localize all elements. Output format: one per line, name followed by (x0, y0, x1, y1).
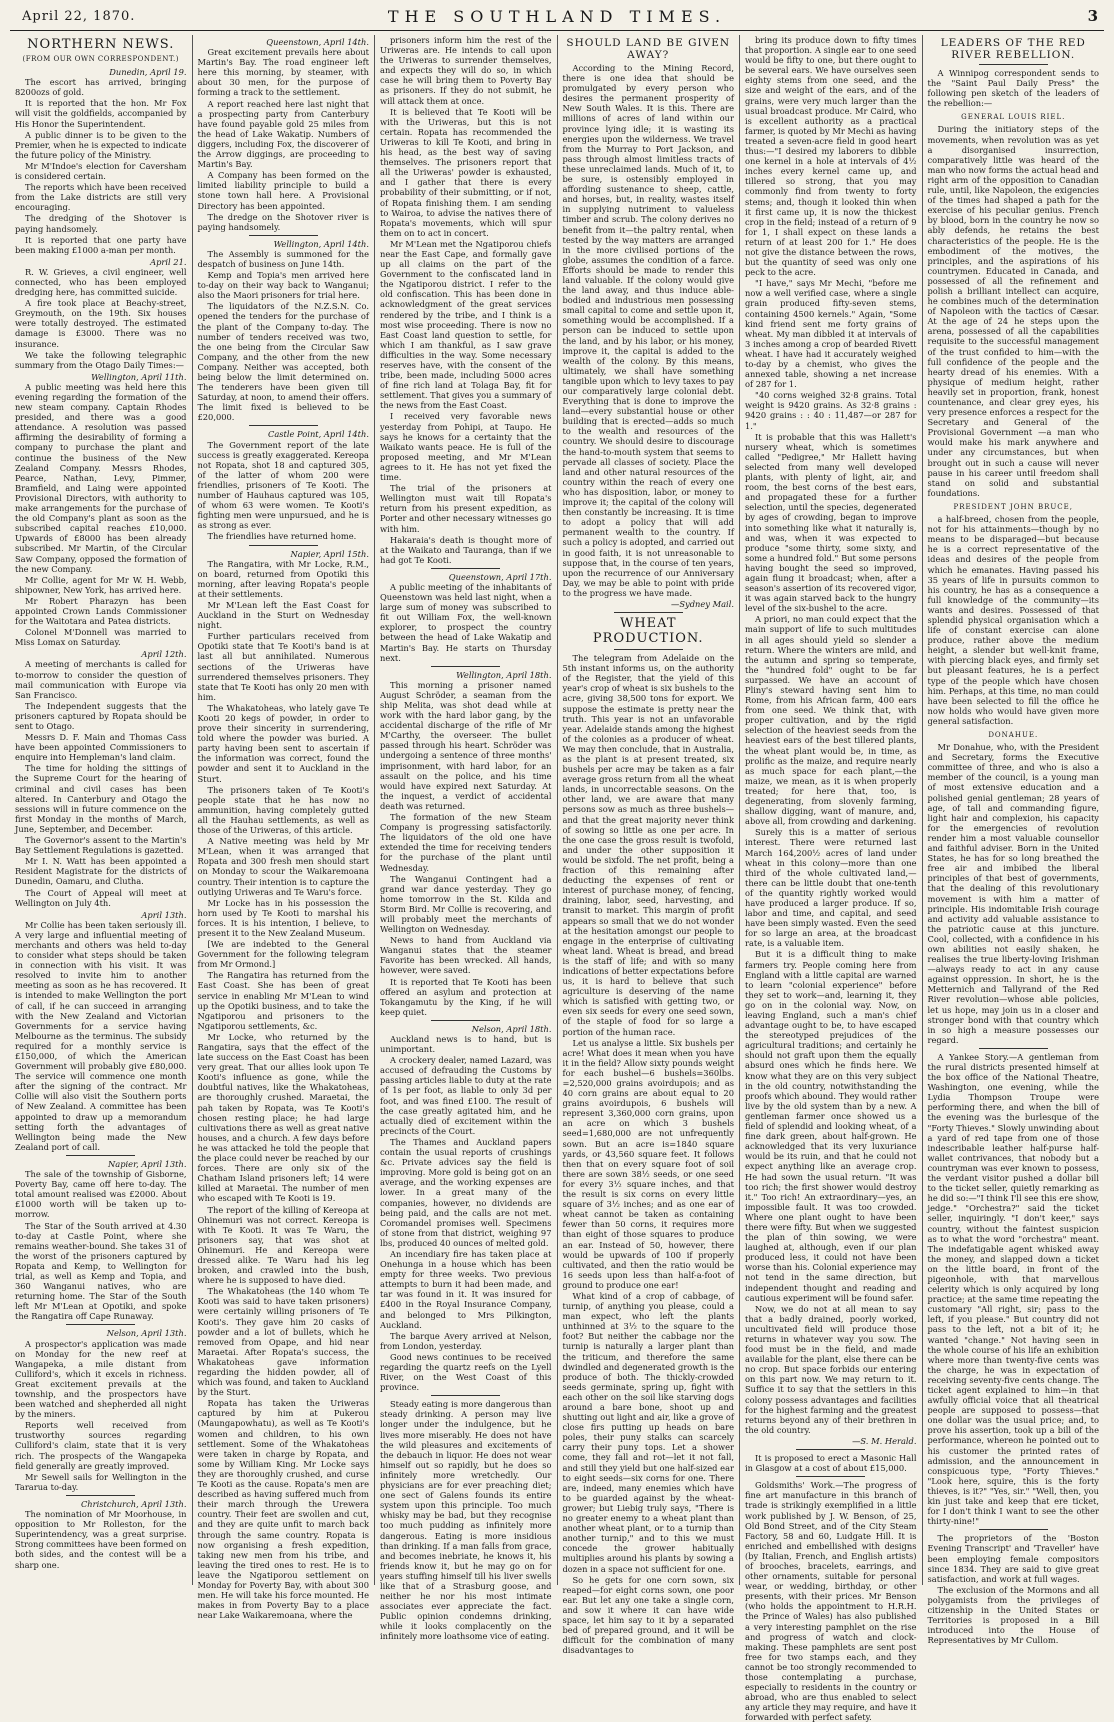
paragraph: Let us analyse a little. Six bushels per acre! What does it mean when you have it in the field? Allow sixty pounds weight for each bushel—6 bushels=360lbs. =2,520,000 grains avoirdupois; and as 40 corn grains are about equal to 20 grains avoirdupois, 6 bushels will represent 3,360,000 corn grains, upon an acre on which 3 bushels seed=1,680,000 are not unfrequently sown. But an acre is=1840 square yards, or 43,560 square feet. It follows then that on every square foot of soil there are sown 38½ seeds, or one seed for every 3½ square inches, and that the result is six corns on every little square of 3½ inches; and as one ear of wheat cannot be taken as containing fewer than 50 corns, it requires more than eight of those squares to produce an ear. Instead of 50, however, there would be upwards of 100 if properly cultivated, and then the ratio would be 16 seeds upon less than half-a-foot of ground to produce one ear! (562, 1037, 734, 1290)
paragraph: A Yankee Story.—A gentleman from the rural districts presented himself at the box office of the National Theatre, Washington, one evening, while the Lydia Thompson Troupe were performing there, and when the bill of the evening was the burlesque of the "Forty Thieves." Slowly unwinding about a yard of red tape from one of those indescribable leather half-purse half-wallet contrivances, that nobody but a countryman was ever known to possess, the verdant visitor pushed a dollar bill to the ticket seller, quietly remarking as he did so:—"I think I'll see this ere show, jedge." "Orchestra?" said the ticket seller, inquiringly. "I don't keer," says country, without the faintest suspicion as to what the word "orchestra" meant. The indefatigable agent whisked away the money, and slapped down a ticket on the little board, in front of the pigeonhole, with that marvellous celerity which is only acquired by long practice; at the same time repeating the customary "All right, sir; pass to the left, if you please." But country did not pass to the left, not a bit of it; he wanted "change." Not having seen in the whole course of his life an exhibition where more than twenty-five cents was the charge, he was in expectation of receiving seventy-five cents change. The ticket agent explained to him—in that awfully official voice that all theatrical people are supposed to possess—that one dollar was the usual price; and, to prove his assertion, took up a bill of the performance, whereon he pointed out to his customer the printed rates of admission, and the announcement in conspicuous type, "Forty Thieves." "Look here, squire, this is the forty thieves, is it?" "Yes, sir." "Well, then, you kin just take and keep that ere ticket, for I don't think I want to see the other thirty-nine!" (927, 1051, 1100, 1527)
dateline: Queenstown, April 17th. (448, 571, 552, 582)
paragraph: Mr Collie has been taken seriously ill. A very large and influential meeting of merchants and others was held to-day to consider what steps should be taken in connection with his visit. It was resolved to invite him to another meeting as soon as he has recovered. It is intended to make Wellington the port of call, if he can succeed in arranging with the New Zealand and Victorian Governments for a service having Melbourne as the terminus. The subsidy required for a monthly service is £150,000, of which the American Government will probably give £80,000. The service will commence one month after the signing of the contract. Mr Collie will also visit the Southern ports of New Zealand. A committee has been appointed to draw up a memorandum setting forth the advantages of Wellington being made the New Zealand port of call. (15, 919, 187, 1152)
dateline: Christchurch, April 13th. (80, 1498, 187, 1509)
paragraph: The Assembly is summoned for the despatch of business on June 14th. (197, 248, 369, 269)
paragraph: Mr M'Lean left the East Coast for Auckland in the Sturt on Wednesday night. (197, 599, 369, 631)
paragraph: News to hand from Auckland via Wanganui states that the steamer Favorite has been wrecked. All hands, however, were saved. (380, 935, 552, 976)
paragraph: Great excitement prevails here about Martin's Bay. The road engineer left here this morning, by steamer, with about 30 men, for the purpose of forming a track to the settlement. (197, 47, 369, 98)
divider (796, 1476, 865, 1477)
paragraph: Mr M'Indoe's election for Caversham is considered certain. (15, 160, 187, 182)
paragraph: The Star of the South arrived at 4.30 to-day at Castle Point, where she remains weather-bound. She takes 31 of the worst of the prisoners captured by Ropata and Kemp, to Wellington for trial, as well as Kemp and Topia, and 360 Wanganui natives, who are returning home. The Star of the South left Mr M'Lean at Opotiki, and spoke the Rangatira off Cape Runaway. (15, 1220, 187, 1322)
paragraph: The barque Avery arrived at Nelson, from London, yesterday. (380, 1330, 552, 1351)
paragraph: The escort has arrived, bringing 8200ozs of gold. (15, 77, 187, 98)
paragraph: A public meeting of the inhabitants of Queenstown was held last night, when a large sum of money was subscribed to fit out William Fox, the well-known explorer, to prospect the country between the head of Lake Wakatip and Martin's Bay. He starts on Thursday next. (380, 581, 552, 663)
divider (66, 1495, 135, 1496)
paragraph: Goldsmiths' Work.—The progress of fine art manufacture in this branch of trade is strikingly exemplified in a little work published by J. W. Benson, of 25, Old Bond Street, and of the City Steam Factory, 58 and 60, Ludgate Hill. It is enriched and embellished with designs (by Italian, French, and English artists) of brooches, bracelets, earrings, and other ornaments, suitable for personal wear, or wedding, birthday, or other presents, with their prices. Mr Benson (who holds the appointment to H.R.H. the Prince of Wales) has also published a very interesting pamphlet on the rise and progress of watch and clock-making. These pamphlets are sent post free for two stamps each, and they cannot be too strongly recommended to those contemplating a purchase, especially to residents in the country or abroad, who are thus enabled to select any article they may require, and have it forwarded with perfect safety. (745, 1480, 917, 1722)
column-3 (375, 35, 558, 1642)
paragraph: A public meeting was held here this evening regarding the formation of the new steam company. Captain Rhodes presided, and there was a good attendance. A resolution was passed affirming the desirability of forming a company to purchase the plant and continue the business of the New Zealand Company. Messrs Rhodes, Pearce, Nathan, Levy, Pimmer, Bramfield, and Laing were appointed Provisional Directors, with authority to make arrangements for the purchase of the old Company's plant as soon as the subscribed capital reaches £10,000. Upwards of £8000 has been already subscribed. Mr Martin, of the Circular Saw Company, opposed the formation of the new Company. (15, 381, 187, 574)
dateline: Wellington, April 14th. (273, 238, 369, 249)
paragraph: Messrs D. F. Main and Thomas Cass have been appointed Commissioners to enquire into Hempleman's land claim. (15, 732, 187, 763)
paragraph: prisoners inform him the rest of the Uriweras are. He intends to call upon the Uriweras to surrender themselves, and expects they will do so, in which case he will bring them to Poverty Bay as prisoners. If they do not submit, he will attack them at once. (380, 35, 552, 106)
divider (249, 425, 318, 426)
newspaper-title: THE SOUTHLAND TIMES. (387, 7, 727, 26)
paragraph: Mr Collie, agent for Mr W. H. Webb, shipowner, New York, has arrived here. (15, 574, 187, 595)
paragraph: But it is a difficult thing to make farmers try. People coming here from England with a little capital are warned to learn "colonial experience" before they set to work—and, learning it, they go on in the colonial way. Now, on leaving England, such a man's chief advantage ought to be, to have escaped the stereotyped prejudices of the agricultural traditions; and certainly he should not graft upon them the equally absurd ones which he finds here. We know what they are on this very subject in the old country, notwithstanding the proofs which abound. They would rather live by the old system than by a new. A gentleman farmer once showed us a field of splendid and looking wheat, of a fine dark green, about half-grown. He acknowledged that its very luxuriance would be its ruin, and that he could not expect anything like an average crop. He had sown the usual return. "It was too rich; the first shower would destroy it." Too rich! An extraordinary—yes, an impossible fault. It was too crowded. Where one plant ought to have been there were fifty. But when we suggested the plan of thin sowing, we were laughed at, although, even if our plan produced less, it could not have been worse than his. Colonial experience may not tend in the same direction, but independent thought and reading and cautious experiment will be found safer. (745, 949, 917, 1303)
dateline: April 13th. (141, 909, 187, 920)
paragraph: The dredge on the Shotover river is paying handsomely. (197, 211, 369, 232)
dateline: Wellington, April 18th. (456, 669, 552, 680)
dateline: Nelson, April 13th. (106, 1328, 187, 1339)
paragraph: "I have," says Mr Mechi, "before me now a well verified case, where a single grain produced fifty-seven stems, containing 4500 kernels." Again, "Some kind friend sent me forty grains of wheat. My man dibbled it at intervals of 3 inches among a crop of bearded Rivett wheat. I have had it accurately weighed to-day by a chemist, who gives the annexed table, showing a net increase of 287 for 1. (745, 278, 917, 390)
paragraph: Kemp and Topia's men arrived here to-day on their way back to Wanganui; also the Maori prisoners for trial here. (197, 270, 369, 301)
divider (979, 64, 1048, 65)
divider (431, 1020, 500, 1021)
paragraph: The trial of the prisoners at Wellington must wait till Ropata's return from his present expedition, as Porter and other necessary witnesses go with him. (380, 483, 552, 534)
section-heading: DONAHUE. (988, 731, 1039, 739)
dateline: Nelson, April 18th. (471, 1023, 552, 1034)
paragraph: It is proposed to erect a Masonic Hall in Glasgow at a cost of about £15,000. (745, 1453, 917, 1474)
dateline: April 12th. (141, 649, 187, 660)
subhead: (FROM OUR OWN CORRESPONDENT.) (22, 55, 179, 63)
paragraph: The sale of the township of Gisborne, Poverty Bay, came off here to-day. The total amount realised was £2000. About £1000 worth will be taken up to-morrow. (15, 1169, 187, 1220)
paragraph: The report of the killing of Kereopa at Ohinemuri was not correct. Kereopa is with Te Kooti. It was Te Waru, the prisoners say, that was shot at Ohinemuri. He and Kereopa were dressed alike. Te Waru had his leg broken, and crawled into the bush, where he is supposed to have died. (197, 1204, 369, 1286)
columns (10, 35, 1104, 1722)
paragraph: Mr Robert Pharazyn has been appointed Crown Lands Commissioner for the Waitotara and Patea districts. (15, 595, 187, 627)
paragraph: Mr Locke, who returned by the Rangatira, says that the effect of the late success on the East Coast has been very great. That our allies look upon Te Kooti's influence as gone, while the doubtful natives, like the Whakatoheas, are thoroughly crushed. Maraetai, the pah taken by Ropata, was Te Kooti's chosen resting place; he had large cultivations there as well as great native houses, and a church. A few days before he was attacked he told the people that the place could never be reached by our forces. There are only six of the Chatham Island prisoners left; 14 were killed at Maraetai. The number of men who escaped with Te Kooti is 19. (197, 1031, 369, 1204)
paragraph: The Whakatoheas (the 140 whom Te Kooti was said to have taken prisoners) were certainly willing prisoners of Te Kooti's. They gave him 20 casks of powder and a lot of bullets, which he removed from Opape, and hid near Maraetai. After Ropata's success, the Whakatoheas gave information regarding the hidden powder, all of which was found, and taken to Auckland by the Sturt. (197, 1286, 369, 1398)
paragraph: An incendiary fire has taken place at Onehunga in a house which has been empty for three weeks. Two previous attempts to burn it had been made, and tar was found in it. It was insured for £400 in the Royal Insurance Company, and belonged to Mrs Pilkington, Auckland. (380, 1248, 552, 1330)
paragraph: During the initiatory steps of the movements, when revolution was as yet a disorganised insurrection, comparatively little was heard of the man who now forms the actual head and right arm of the opposition to Canadian rule, until, like Napoleon, the exigencies of the times had shaped a path for the exercise of his peculiar genius. French by blood, born in the country he now so ably defends, he retains the best characteristics of the people. He is the embodiment of the motives, the principles, and the aspirations of his countrymen. Educated in Canada, and possessed of all the refinement and polish a brilliant intellect can acquire, he combines much of the determination of Napoleon with the tactics of Cæsar. At the age of 24 he steps upon the arena, possessed of all the capabilities requisite to the successful management of the trust confided to him—with the full confidence of the people and the hearty dread of his enemies. With a physique of medium height, rather heavily set in proportion, frank, honest countenance, and clear grey eyes, his very presence enforces a respect for the Secretary and General of the Provisional Government —a man who would make his mark anywhere and under any circumstances, but when brought out in such a cause will never pause in his career until freedom shall stand on solid and substantial foundations. (927, 124, 1099, 498)
paragraph: This morning a prisoner named August Schröder, a seaman from the ship Melita, was shot dead while at work with the hard labor gang, by the accidental discharge of the rifle of Mr M'Carthy, the overseer. The bullet passed through his heart. Schröder was undergoing a sentence of three months' imprisonment, with hard labor, for an assault on the police, and his time would have expired next Saturday. At the inquest, a verdict of accidental death was returned. (380, 679, 552, 811)
paragraph: Mr M'Lean met the Ngatiporou chiefs near the East Cape, and formally gave up all claims on the part of the Government to the confiscated land in the Ngatiporou district. I refer to the old confiscation. This has been done in acknowledgment of the great services rendered by the tribe, and I think is a most wise proceeding. There is now no East Coast land question to settle, for which I am thankful, as I saw grave difficulties in the way. Some necessary reserves have, with the consent of the tribe, been made, including 5000 acres of fine rich land at Tolaga Bay, fit for settlement. That gives you a summary of the news from the East Coast. (380, 238, 552, 411)
source-credit: —Sydney Mail. (671, 598, 734, 609)
paragraph: bring its produce down to fifty times that proportion. A single ear to one seed would be fifty to one, but there ought to be several ears. We have ourselves seen eighty stems from one seed, and the size and weight of the ears, and of the grains, were very much larger than the usual broadcast produce. Mr Caird, who is excellent authority as a practical farmer, is quoted by Mr Mechi as having treated a seven-acre field in good heart thus:—"I desired my laborers to dibble one kernel in a hole at intervals of 4½ inches every kernel came up, and tillered so strong, that you may commonly find from twenty to forty stems; and, though it looked thin when it first came up, it is now the thickest crop in the field; instead of a return of 9 for 1, I shall expect on these lands a return of at least 200 for 1." He does not give the distance between the rows, but the quantity of seed was only one peck to the acre. (745, 35, 917, 278)
paragraph: Good news continues to be received regarding the quartz reefs on the Lyell River, on the West Coast of this province. (380, 1351, 552, 1393)
paragraph: Mr Sewell sails for Wellington in the Tararua to-day. (15, 1471, 187, 1492)
paragraph: Steady eating is more dangerous than steady drinking. A person may live longer under the indulgence, but he lives more miserably. He does not have the wild pleasures and excitements of the debauch in liquor. He does not wear himself out so rapidly, but he does so infinitely more wretchedly. Our physicians are for ever preaching diet; one sect of Galens founds its entire system upon this principle. Too much whisky may be bad, but they recognise too much pudding as infinitely more dangerous. Eating is more insidious than drinking. If a man falls from grace, and becomes inebriate, he knows it, his friends know it, but he may go on for years stuffing himself till his liver swells like that of a Strasburg goose, and neither he nor his most intimate associates ever appreciate the fact. Public opinion condemns drinking, while it looks complacently on the infinitely more loathsome vice of eating. (380, 1399, 552, 1642)
divider (66, 1155, 135, 1156)
divider (66, 1324, 135, 1325)
paragraph: A crockery dealer, named Lazard, was accused of defrauding the Customs by passing articles liable to duty at the rate of 1s per foot, as liable to only 3d per foot, and was fined £100. The result of the case greatly agitated him, and he actually died of excitement within the precincts of the Court. (380, 1055, 552, 1136)
divider (796, 1449, 865, 1450)
paragraph: What kind of a crop of cabbage, of turnip, of anything you please, could a man expect, who left the plants unthinned at 3½ to the square to the foot? But neither the cabbage nor the turnip is naturally a larger plant than the triticum, and therefore the same dwindled and degenerated growth is the produce of both. The thickly-crowded seeds germinate, spring up, fight with each other on the soil like starving dogs around a bare bone, shoot up and shutting out light and air, like a grove of close firs putting up heads on bare poles, their puny stalks can scarcely carry their puny tops. Let a shower come, they fall and rot—let it not fall, and still they yield but one half-sized ear to eight seeds—six corns for one. There are, indeed, many enemies which have to be guarded against by the wheat-grower; but Liebig truly says, "There is no greater enemy to a wheat plant than another wheat plant, or to a turnip than another turnip," and to this we must concede the grower habitually multiplies around his plants by sowing a dozen in a space not sufficient for one. (562, 1290, 734, 1574)
dateline: Dunedin, April 19. (109, 67, 187, 78)
column-1 (10, 35, 193, 1585)
masthead (10, 4, 1104, 31)
paragraph: Colonel M'Donnell was married to Miss Lomax on Saturday. (15, 627, 187, 648)
paragraph: The reports which have been received from the Lake districts are still very encouraging. (15, 182, 187, 213)
paragraph: The exclusion of the Mormons and all polygamists from the privileges of citizenship in the United States or Territories is proposed in a Bill introduced into the House of Representatives by Mr Cullom. (927, 1584, 1099, 1646)
issue-date: April 22, 1870. (22, 9, 136, 24)
paragraph: The liquidators of the N.Z.S.N. Co. opened the tenders for the purchase of the plant of the Company to-day. The number of tenders received was two, the one being from the Circular Saw Company, and the other from the new Company. Neither was accepted, both being below the limit determined on. The tenderers have been given till Saturday, at noon, to amend their offers. The limit fixed is believed to be £20,000. (197, 301, 369, 423)
paragraph: Reports well received from trustworthy sources regarding Culliford's claim, state that it is very rich. The prospects of the Wangapeka field generally are greatly improved. (15, 1420, 187, 1471)
paragraph: It is reported that one party have been making £1000 a-man per month. (15, 234, 187, 255)
divider (249, 545, 318, 546)
paragraph: The Independent suggests that the prisoners captured by Ropata should be sent to Otago. (15, 700, 187, 731)
paragraph: According to the Mining Record, there is one idea that should be promulgated by every person who desires the permanent prosperity of New South Wales. It is this. There are millions of acres of land within our province lying idle; it is wasting its energies upon the wilderness. We travel from the Murray to Port Jackson, and pass through almost limitless tracts of these unreclaimed lands. Much of it, to be sure, is ostensibly employed in affording sustenance to sheep, cattle, and horses, but, in reality, wastes itself in supplying nutriment to valueless timber and scrub. The colony derives no benefit from it—the paltry rental, when tested by the way matters are arranged in the more civilised portions of the globe, assumes the condition of a farce. Efforts should be made to render this land valuable. If the colony would give the land away, and thus induce able-bodied and industrious men possessing small capital to come and settle upon it, something would be accomplished. If a person can be induced to settle upon the land, and by his labor, or his money, improve it, the capital is added to the wealth of the colony. By this means, ultimately, we shall have something tangible upon which to levy taxes to pay our comparatively large colonial debt. Everything that is done to improve the land—every substantial house or other building that is erected—adds so much to the wealth and resources of the country. We should desire to discourage the hand-to-mouth system that seems to pervade all classes of society. Place the land and other natural resources of the country within the reach of every one who has disposition, labor, or money to improve it; the capital of the colony will then constantly be increasing. It is time to adopt a policy that will add permanent wealth to the country. If such a policy is adopted, and carried out in good faith, it is not unreasonable to suppose that, in the course of ten years, upon the recurrence of our Anniversary Day, we may be able to point with pride to the progress we have made. (562, 63, 734, 598)
divider (614, 649, 683, 650)
paragraph: Auckland news is to hand, but is unimportant. (380, 1034, 552, 1055)
paragraph: It is reported that the hon. Mr Fox will visit the goldfields, accompanied by His Honor the Superintendent. (15, 98, 187, 129)
paragraph: I received very favorable news yesterday from Pohipi, at Taupo. He says he knows for a certainty that the Waikato wants peace. He is full of the proposed meeting, and Mr M'Lean agrees to it. He has not yet fixed the time. (380, 411, 552, 483)
paragraph: The formation of the new Steam Company is progressing satisfactorily. The liquidators of the old one have extended the time for receiving tenders for the purchase of the plant until Wednesday. (380, 812, 552, 873)
paragraph: It is reported that Te Kooti has been offered an asylum and protection at Tokangamutu by the King, if he will keep quiet. (380, 976, 552, 1017)
paragraph: "40 corns weighed 32·8 grains. Total weight is 9420 grains. As 32·8 grains : 9420 grains : : 40 : 11,487—or 287 for 1." (745, 390, 917, 431)
paragraph: The Wanganui Contingent had a grand war dance yesterday. They go home tomorrow in the St. Kilda and Storm Bird. Mr Collie is recovering, and will probably meet the merchants of Wellington on Wednesday. (380, 873, 552, 935)
paragraph: Mr Donahue, who, with the President and Secretary, forms the Executive committee of three, and who is also a member of the council, is a young man of most extensive education and a polished genial gentleman; 28 years of age, of tall and commanding figure, light hair and complexion, his capacity for the emergencies of revolution render him a most valuable counsellor and faithful adviser. Born in the United States, he has for so long breathed the free air and imbibed the liberal principles of that best of governments, that the dealing of this revolutionary movement is with him a matter of principle. His indomitable Irish courage and activity add valuable assistance to the patriotic cause at this juncture. Cool, collected, with a confidence in his own abilities not easily shaken, he realises the true liberty-loving Irishman—always ready to act in any cause against oppression. In short, he is the Metternich and Tallyrand of the Red River revolution—whose able policies, let us hope, may join us in a closer and stronger bond with that country which in so high a measure possesses our regard. (927, 742, 1099, 1045)
divider (431, 666, 500, 667)
paragraph: A report reached here last night that a prospecting party from Canterbury have found payable gold 25 miles from the head of Lake Wakatip. Numbers of diggers, including Fox, the discoverer of the Arrow diggings, are proceeding to Martin's Bay. (197, 98, 369, 170)
paragraph: The Whakatoheas, who lately gave Te Kooti 20 kegs of powder, in order to prove their sincerity in surrendering, told where the powder was buried. A party having been sent to ascertain if the information was correct, found the powder and sent it to Auckland in the Sturt. (197, 702, 369, 784)
paragraph: It is believed that Te Kooti will be with the Uriweras, but this is not certain. Ropata has recommended the Uriweras to kill Te Kooti, and bring in his head, as the best way of saving themselves. The prisoners report that all the Uriweras' powder is exhausted, and I gather that there is every probability of their submitting, or if not, of Ropata finishing them. I am sending to Wairoa, to advise the natives there of Ropata's movements, which will spur them on to act in concert. (380, 106, 552, 238)
paragraph: The Government report of the late success is greatly exaggerated. Kereopa not Ropata, shot 18 and captured 305, of the latter of whom 200 were friendlies, prisoners of Te Kooti. The number of Hauhaus captured was 105, of whom 63 were women. Te Kooti's fighting men were unpursued, and he is as strong as ever. (197, 439, 369, 531)
paragraph: The Rangatira, with Mr Locke, R.M., on board, returned from Opotiki this morning, after leaving Ropata's people at their settlements. (197, 558, 369, 599)
headline-northern-news: NORTHERN NEWS. (27, 37, 175, 52)
paragraph: A fire took place at Beachy-street, Greymouth, on the 19th. Six houses were totally destroyed. The estimated damage is £3000. There was no insurance. (15, 298, 187, 349)
source-credit: —S. M. Herald. (852, 1435, 917, 1446)
paragraph: Mr I. N. Watt has been appointed a Resident Magistrate for the districts of Dunedin, Oamaru, and Clutha. (15, 856, 187, 887)
paragraph: It is probable that this was Hallett's nursery wheat, which is sometimes called "Pedigree," Mr Hallett having selected from many well developed plants, with plenty of light, air, and room, the best corns of the best ears, and propagated these for a further selection, until the species, degenerated by ages of crowding, began to improve into something like what it naturally is, and was, when it was expected to produce "some thirty, some sixty, and some a hundred fold." But some persons having bought the seed so improved, again flung it broadcast; when, after a season's assertion of its recovered vigor, it was again starved back to the hungry level of the six-bushel to the acre. (745, 431, 917, 614)
dateline: Napier, April 15th. (290, 548, 369, 559)
headline-should-land-be-given-away: SHOULD LAND BE GIVEN AWAY? (566, 37, 731, 61)
dateline: Napier, April 13th. (108, 1158, 187, 1169)
paragraph: The Rangatira has returned from the East Coast. She has been of great service in enabling Mr M'Lean to wind up the Opotiki business, and to take the Ngatiporou and prisoners to the Ngatiporou settlements, &c. (197, 970, 369, 1031)
paragraph: The prisoners taken of Te Kooti's people state that he has now no ammunition, having completely gutted all the Hauhau settlements, as well as those of the Uriweras, of this article. (197, 784, 369, 836)
paragraph: The proprietors of the 'Boston Evening Transcript' and 'Traveller' have been employing female compositors since 1834. They are said to give great satisfaction, and work at full wages. (927, 1533, 1099, 1584)
paragraph: A public dinner is to be given to the Premier, when he is expected to indicate the future policy of the Ministry. (15, 129, 187, 160)
dateline: April 21. (150, 256, 187, 267)
headline-red-river-rebellion: LEADERS OF THE RED RIVER REBELLION. (940, 37, 1086, 61)
paragraph: A Winnipog correspondent sends to the "Saint Paul Daily Press" the following pen sketch of the leaders of the rebellion:— (927, 68, 1099, 109)
paragraph: Surely this is a matter of serious interest. There were returned last March 164,200½ acres of land under wheat in this colony—more than one third of the whole cultivated land,—there can be little doubt that one-tenth of the quantity rightly worked would have produced a larger produce. If so, labor and time, and capital, and seed have been simply wasted. Even the seed for so large an area, at the broadcast rate, is a valuable item. (745, 827, 917, 949)
page-number: 3 (1087, 7, 1098, 25)
column-4 (558, 35, 741, 1656)
paragraph: The nomination of Mr Moorhouse, in opposition to Mr Rolleston, for the Superintendency, was a great surprise. Strong committees have been formed on both sides, and the contest will be a sharp one. (15, 1509, 187, 1570)
dateline: Queenstown, April 14th. (266, 37, 369, 47)
paragraph: A Native meeting was held by Mr M'Lean, when it was arranged that Ropata and 300 fresh men should start on Monday to scour the Waikaremoana country. Their intention is to capture the outlying Uriweras and Te Waru's force. (197, 836, 369, 897)
divider (979, 1529, 1048, 1530)
dateline: Wellington, April 11th. (91, 371, 187, 382)
paragraph: Mr Locke has in his possession the horn used by Te Kooti to marshal his forces. It is his intention, I believe, to present it to the New Zealand Museum. (197, 897, 369, 938)
paragraph: Now, we do not at all mean to say that a badly drained, poorly worked, uncultivated field will produce those returns in whatever way you sow. The food must be in the field, and made available for the plant, else there can be no crop. But space forbids our entering on this part now. We may return to it. Suffice it to say that the settlers in this colony possess advantages and facilities for the highest farming and the greatest returns beyond any of their brethren in the old country. (745, 1303, 917, 1435)
paragraph: Ropata has taken the Uriweras captured by him at Pukerou (Maungapowhatu), as well as Te Kooti's women and children, to his own settlement. Some of the Whakatoheas were taken in charge by Ropata, and some by William King. Mr Locke says they are thoroughly crushed, and curse Te Kooti as the cause. Ropata's men are described as having suffered much from their march through the Urewera country. Their feet are swollen and cut, and they are quite unfit to march back through the same country. Ropata is now organising a fresh expedition, taking new men from his tribe, and leaving the tired ones to rest. He is to leave the Ngatiporou settlement on Monday for Poverty Bay, with about 300 men. He will take his force mounted. He makes in from Poverty Bay to a place near Lake Waikaremoana, where the (197, 1398, 369, 1621)
divider (249, 235, 318, 236)
paragraph: Hakaraia's death is thought more of at the Waikato and Tauranga, than if we had got Te Kooti. (380, 534, 552, 565)
column-6 (923, 35, 1105, 1646)
divider (614, 612, 683, 613)
paragraph: The Thames and Auckland papers contain the usual reports of crushings &c. Private advices say the field is improving. More gold is being got on an average, and the working expenses are lower. In a great many of the companies, however, no dividends are being paid, and the calls are not met. Coromandel promises well. Specimens of stone from that district, weighing 97 lbs, produced 40 ounces of melted gold. (380, 1136, 552, 1248)
paragraph: Further particulars received from Opotiki state that Te Kooti's band is at last all but annihilated. Numerous sections of the Uriweras have surrendered themselves prisoners. They state that Te Kooti has only 20 men with him. (197, 631, 369, 702)
paragraph: So he gets for one corn sown, six reaped—for eight corns sown, one poor ear. But let any one take a single corn, and sow it where it can have wide space, let him say to it by a separated bed of prepared ground, and it will be difficult for the combination of many disadvantages to (562, 1574, 734, 1656)
paragraph: A priori, no man could expect that the main support of life to such multitudes in all ages should yield so slender a return. Where the winters are mild, and the autumn and spring so temperate, the "hundred fold" ought to be far surpassed. We have an account of Pliny's steward having sent him to Rome, from his African farm, 400 ears from one seed. We think that, with proper cultivation, and by the rigid selection of the heaviest seeds from the heaviest ears of the best tillered plants, the wheat plant would be, in time, as prolific as the maize, and require nearly as much space for each plant,—the maize, we mean, as it is when properly treated; for here that, too, is degenerating, from slovenly farming, shallow digging, want of manure, and, above all, from crowding and darkening. (745, 614, 917, 827)
paragraph: The dredging of the Shotover is paying handsomely. (15, 213, 187, 234)
divider (979, 1048, 1048, 1049)
divider (431, 1395, 500, 1396)
headline-wheat-production: WHEAT PRODUCTION. (592, 616, 704, 647)
paragraph: A Company has been formed on the limited liability principle to build a stone town hall here. A Provisional Directory has been appointed. (197, 170, 369, 211)
paragraph: A meeting of merchants is called for to-morrow to consider the question of mail communication with Europe via San Francisco. (15, 659, 187, 700)
paragraph: [We are indebted to the General Government for the following telegram from Mr Ormond.] (197, 939, 369, 970)
column-2 (193, 35, 376, 1621)
dateline: Castle Point, April 14th. (267, 429, 369, 440)
paragraph: The Court of Appeal will meet at Wellington on July 4th. (15, 887, 187, 908)
paragraph: The telegram from Adelaide on the 5th instant informs us, on the authority of the Register, that the yield of this year's crop of wheat is six bushels to the acre, giving 38,500 tons for export. We suppose the estimate is pretty near the truth. This year is not an unfavorable year. Adelaide stands among the highest of the colonies as a producer of wheat. We may then conclude, that in Australia, as the plant is at present treated, six bushels per acre may be taken as a fair average gross return from all the wheat lands, in uncorrectable seasons. On the other land, we are aware that many persons sow as much as three bushels—and that the great majority never think of sowing so little as one per acre. In the one case the gross result is twofold, and under the other supposition it would be sixfold. The net profit, being a fraction of this remaining after deducting the expenses of rent or interest of purchase money, of fencing, draining, labor, seed, harvesting, and transit to market. This margin of profit appears so small that we do not wonder at the hesitation amongst our people to engage in the enterprise of cultivating wheat land. Wheat is bread, and bread is the staff of life; and with so many indications of better expectations before us, it is hard to believe that such agriculture is deserving of the name which is satisfied with getting two, or even six seeds for every one seed sown, of the staple of food for so large a portion of the human race. (562, 653, 734, 1037)
column-5 (740, 35, 923, 1722)
paragraph: A prospector's application was made on Monday for the new reef at Wangapeka, a mile distant from Culliford's, which it excels in richness. Great excitement prevails at the township, and the prospectors have been watched and shepherded all night by the miners. (15, 1338, 187, 1420)
section-heading: PRESIDENT JOHN BRUCE, (953, 502, 1073, 511)
paragraph: The Governor's assent to the Martin's Bay Settlement Regulations is gazetted. (15, 835, 187, 856)
paragraph: We take the following telegraphic summary from the Otago Daily Times:— (15, 349, 187, 370)
paragraph: The friendlies have returned home. (207, 531, 357, 542)
paragraph: The time for holding the sittings of the Supreme Court for the hearing of criminal and civil cases has been altered. In Canterbury and Otago the sessions will in future commence on the first Monday in the months of March, June, September, and December. (15, 763, 187, 834)
divider (431, 568, 500, 569)
section-heading: GENERAL LOUIS RIEL. (961, 113, 1066, 122)
paragraph: a half-breed, chosen from the people, not for his attainments—though by no means to be disparaged—but because he is a correct representative of the ideas and desires of the people from which he emanates. Having passed his 35 years of life in pursuits common to his country, he has as a consequence a full knowledge of the community—its wants and desires. Possessed of that splendid physical organisation which a life of constant exercise can alone produce, rather above the medium height, a slender but well-knit frame, with piercing black eyes, and firmly set but pleasant features, he is a perfect type of the people which have chosen him. Perhaps, at this time, no man could have been selected to fill the office he now holds who would have given more general satisfaction. (927, 514, 1099, 726)
paragraph: R. W. Grieves, a civil engineer, well connected, who has been employed dredging here, has committed suicide. (15, 266, 187, 298)
